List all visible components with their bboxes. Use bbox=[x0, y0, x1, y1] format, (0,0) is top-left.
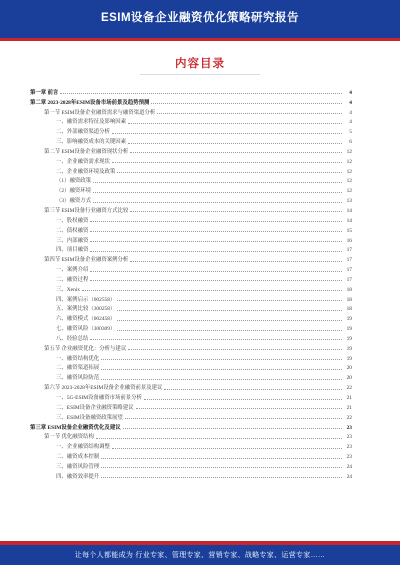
toc-entry[interactable] bbox=[30, 125, 352, 135]
toc-entry-label: 七、融资风险（300309） bbox=[56, 326, 116, 333]
toc-heading-rule bbox=[140, 74, 260, 75]
toc-entry-page: 23 bbox=[346, 434, 352, 441]
toc-entry[interactable] bbox=[30, 332, 352, 342]
toc-entry-label: 一、企业融资需求现状 bbox=[56, 158, 110, 165]
toc-entry[interactable] bbox=[30, 244, 352, 254]
toc-entry-page: 17 bbox=[346, 247, 352, 254]
toc-leader-dots bbox=[130, 152, 342, 153]
toc-entry[interactable] bbox=[30, 194, 352, 204]
toc-entry[interactable] bbox=[30, 371, 352, 381]
toc-leader-dots bbox=[101, 379, 342, 380]
toc-entry-label: 一、融资结构优化 bbox=[56, 355, 100, 362]
toc-entry-label: 六、融资模式（002458） bbox=[56, 316, 116, 323]
toc-leader-dots bbox=[90, 271, 342, 272]
toc-entry[interactable] bbox=[30, 322, 352, 332]
toc-entry-label: 二、融资成本控制 bbox=[56, 454, 100, 461]
toc-entry[interactable] bbox=[30, 214, 352, 224]
toc-entry-label: （2）融资环境 bbox=[56, 188, 92, 195]
toc-entry[interactable] bbox=[30, 303, 352, 313]
toc-entry[interactable] bbox=[30, 106, 352, 116]
toc-entry-page: 4 bbox=[349, 89, 352, 96]
toc-entry-label: 二、企业融资环境及政策 bbox=[56, 168, 116, 175]
toc-entry-label: 三、融资风险防范 bbox=[56, 375, 100, 382]
header-accent-stripe bbox=[0, 38, 400, 41]
toc-entry[interactable] bbox=[30, 391, 352, 401]
toc-leader-dots bbox=[93, 182, 342, 183]
toc-entry-label: 二、债权融资 bbox=[56, 227, 89, 234]
toc-leader-dots bbox=[164, 389, 342, 390]
toc-leader-dots bbox=[90, 339, 342, 340]
toc-entry[interactable] bbox=[30, 135, 352, 145]
toc-entry-label: 三、ESIM设备融资政策展望 bbox=[56, 414, 123, 421]
toc-entry-label: 第二章 2023-2028年ESIM设备市场前景及趋势预测 bbox=[30, 99, 150, 106]
toc-leader-dots bbox=[90, 221, 342, 222]
toc-leader-dots bbox=[101, 477, 342, 478]
toc-entry-label: 一、股权融资 bbox=[56, 217, 89, 224]
toc-leader-dots bbox=[90, 251, 342, 252]
toc-entry-label: 第三节 ESIM设备行业融资方式比较 bbox=[44, 207, 129, 214]
footer-slogan: 让每个人都能成为 行业专家、管理专家、营销专家、战略专家、运营专家…… bbox=[74, 552, 326, 559]
toc-entry-page: 17 bbox=[346, 257, 352, 264]
toc-entry-label: 第一章 前言 bbox=[30, 89, 59, 96]
report-title: ESIM设备企业融资优化策略研究报告 bbox=[100, 12, 300, 24]
toc-entry[interactable] bbox=[30, 312, 352, 322]
toc-entry-page: 18 bbox=[346, 306, 352, 313]
toc-leader-dots bbox=[144, 399, 342, 400]
toc-leader-dots bbox=[117, 320, 342, 321]
toc-leader-dots bbox=[101, 458, 342, 459]
toc-entry-page: 24 bbox=[346, 463, 352, 470]
toc-leader-dots bbox=[128, 349, 342, 350]
toc-entry[interactable] bbox=[30, 431, 352, 441]
toc-entry[interactable] bbox=[30, 342, 352, 352]
toc-entry-page: 15 bbox=[346, 227, 352, 234]
toc-entry-page: 19 bbox=[346, 316, 352, 323]
toc-entry-page: 20 bbox=[346, 375, 352, 382]
toc-entry[interactable] bbox=[30, 273, 352, 283]
toc-entry[interactable] bbox=[30, 165, 352, 175]
toc-entry-page: 18 bbox=[346, 296, 352, 303]
toc-entry[interactable] bbox=[30, 421, 352, 431]
toc-entry-label: 二、融资过程 bbox=[56, 276, 89, 283]
toc-leader-dots bbox=[151, 103, 342, 104]
toc-leader-dots bbox=[101, 467, 342, 468]
toc-entry-page: 19 bbox=[346, 335, 352, 342]
toc-entry-page: 19 bbox=[346, 326, 352, 333]
toc-entry-label: 四、项目融资 bbox=[56, 247, 89, 254]
toc-leader-dots bbox=[112, 448, 342, 449]
toc-leader-dots bbox=[123, 428, 342, 429]
report-footer-bar bbox=[0, 545, 400, 565]
toc-entry-label: （1）融资政策 bbox=[56, 178, 92, 185]
toc-entry-label: 三、影响融资成本的关键因素 bbox=[56, 139, 127, 146]
toc-leader-dots bbox=[90, 241, 342, 242]
toc-entry[interactable] bbox=[30, 96, 352, 106]
toc-entry[interactable] bbox=[30, 401, 352, 411]
toc-leader-dots bbox=[101, 359, 342, 360]
toc-leader-dots bbox=[90, 231, 342, 232]
toc-heading: 内容目录 bbox=[175, 58, 225, 70]
toc-leader-dots bbox=[157, 113, 342, 114]
toc-entry-label: 四、案例启示（002558） bbox=[56, 296, 116, 303]
toc-entry-page: 21 bbox=[346, 404, 352, 411]
toc-leader-dots bbox=[136, 408, 342, 409]
toc-leader-dots bbox=[112, 133, 342, 134]
toc-entry[interactable] bbox=[30, 381, 352, 391]
toc-entry-page: 19 bbox=[346, 355, 352, 362]
toc-entry-page: 23 bbox=[346, 454, 352, 461]
toc-entry[interactable] bbox=[30, 362, 352, 372]
toc-leader-dots bbox=[101, 369, 342, 370]
toc-entry[interactable] bbox=[30, 253, 352, 263]
toc-leader-dots bbox=[130, 261, 342, 262]
toc-leader-dots bbox=[96, 438, 342, 439]
toc-entry[interactable] bbox=[30, 234, 352, 244]
toc-entry-label: 四、融资效率提升 bbox=[56, 473, 100, 480]
toc-entry-label: 第四节 ESIM设备企业融资案例分析 bbox=[44, 257, 129, 264]
toc-entry-page: 17 bbox=[346, 267, 352, 274]
toc-entry-label: 一、5G-ESIM设备融资市场前景分析 bbox=[56, 395, 142, 401]
toc-entry-page: 14 bbox=[346, 217, 352, 224]
toc-entry-label: 一、融资需求特征及影响因素 bbox=[56, 119, 127, 126]
toc-entry[interactable] bbox=[30, 450, 352, 460]
toc-entry-page: 12 bbox=[346, 188, 352, 195]
toc-entry[interactable] bbox=[30, 145, 352, 155]
toc-entry-page: 23 bbox=[346, 444, 352, 451]
toc-entry[interactable] bbox=[30, 116, 352, 126]
toc-leader-dots bbox=[117, 330, 342, 331]
toc-entry-page: 20 bbox=[346, 365, 352, 372]
toc-entry[interactable] bbox=[30, 184, 352, 194]
toc-entry-page: 23 bbox=[346, 424, 352, 431]
toc-entry-page: 18 bbox=[346, 286, 352, 293]
toc-entry[interactable] bbox=[30, 224, 352, 234]
toc-entry-page: 4 bbox=[349, 109, 352, 116]
toc-entry-page: 4 bbox=[349, 119, 352, 126]
toc-leader-dots bbox=[82, 290, 342, 291]
toc-entry[interactable] bbox=[30, 352, 352, 362]
toc-entry-page: 12 bbox=[346, 158, 352, 165]
toc-entry[interactable] bbox=[30, 204, 352, 214]
toc-entry[interactable] bbox=[30, 175, 352, 185]
toc-leader-dots bbox=[128, 143, 342, 144]
toc-entry-page: 5 bbox=[349, 129, 352, 136]
toc-entry-label: （3）融资方式 bbox=[56, 198, 92, 205]
toc-entry[interactable] bbox=[30, 263, 352, 273]
toc-entry-page: 12 bbox=[346, 148, 352, 155]
toc-entry-label: 第五节 企业融资优化：分析与建议 bbox=[44, 345, 127, 352]
toc-leader-dots bbox=[93, 202, 342, 203]
toc-leader-dots bbox=[117, 300, 342, 301]
toc-entry[interactable] bbox=[30, 155, 352, 165]
toc-entry-label: 二、ESIM设备企业融资策略建议 bbox=[56, 404, 134, 411]
toc-entry-label: 第二节 ESIM设备企业融资现状分析 bbox=[44, 148, 129, 155]
toc-entry[interactable] bbox=[30, 293, 352, 303]
toc-leader-dots bbox=[112, 162, 342, 163]
toc-entry-page: 17 bbox=[346, 276, 352, 283]
toc-entry-label: 二、融资渠道拓展 bbox=[56, 365, 100, 372]
toc-entry[interactable] bbox=[30, 86, 352, 96]
toc-entry-page: 22 bbox=[346, 414, 352, 421]
toc-entry-label: 八、经验总结 bbox=[56, 335, 89, 342]
toc-entry-page: 12 bbox=[346, 168, 352, 175]
toc-leader-dots bbox=[125, 418, 342, 419]
toc-leader-dots bbox=[93, 192, 342, 193]
toc-entry-label: 三、内部融资 bbox=[56, 237, 89, 244]
toc-entry-label: 一、企业融资结构调整 bbox=[56, 444, 110, 451]
toc-leader-dots bbox=[128, 123, 342, 124]
toc-entry-label: 第六节 2023-2028年ESIM设备企业融资前景及建议 bbox=[44, 385, 163, 392]
toc-entry-label: 第一节 ESIM设备企业融资需求与融资渠道分析 bbox=[44, 109, 156, 116]
table-of-contents bbox=[30, 86, 352, 480]
toc-entry-page: 21 bbox=[346, 395, 352, 401]
toc-entry-page: 22 bbox=[346, 385, 352, 392]
toc-entry[interactable] bbox=[30, 283, 352, 293]
toc-entry-page: 6 bbox=[349, 139, 352, 146]
toc-leader-dots bbox=[60, 93, 342, 94]
toc-entry-label: 五、案例比较（300258） bbox=[56, 306, 116, 313]
toc-entry[interactable] bbox=[30, 411, 352, 421]
toc-entry[interactable] bbox=[30, 470, 352, 480]
toc-entry-label: 一、案例介绍 bbox=[56, 267, 89, 274]
toc-entry-page: 14 bbox=[346, 207, 352, 214]
toc-entry-page: 16 bbox=[346, 237, 352, 244]
toc-leader-dots bbox=[90, 280, 342, 281]
toc-entry[interactable] bbox=[30, 460, 352, 470]
toc-entry-label: 三、Xenix bbox=[56, 286, 80, 293]
report-header-bar bbox=[0, 0, 400, 38]
toc-entry-label: 三、融资风险管理 bbox=[56, 463, 100, 470]
toc-entry-label: 第三章 ESIM设备企业融资优化及建议 bbox=[30, 424, 121, 431]
toc-entry-label: 第一节 优化融资结构 bbox=[44, 434, 94, 441]
toc-entry-page: 4 bbox=[349, 99, 352, 106]
toc-entry-page: 19 bbox=[346, 345, 352, 352]
toc-entry-label: 二、外部融资渠道分析 bbox=[56, 129, 110, 136]
toc-entry[interactable] bbox=[30, 440, 352, 450]
toc-entry-page: 12 bbox=[346, 178, 352, 185]
toc-leader-dots bbox=[117, 310, 342, 311]
toc-leader-dots bbox=[117, 172, 342, 173]
toc-leader-dots bbox=[130, 211, 342, 212]
toc-entry-page: 13 bbox=[346, 198, 352, 205]
toc-entry-page: 24 bbox=[346, 473, 352, 480]
